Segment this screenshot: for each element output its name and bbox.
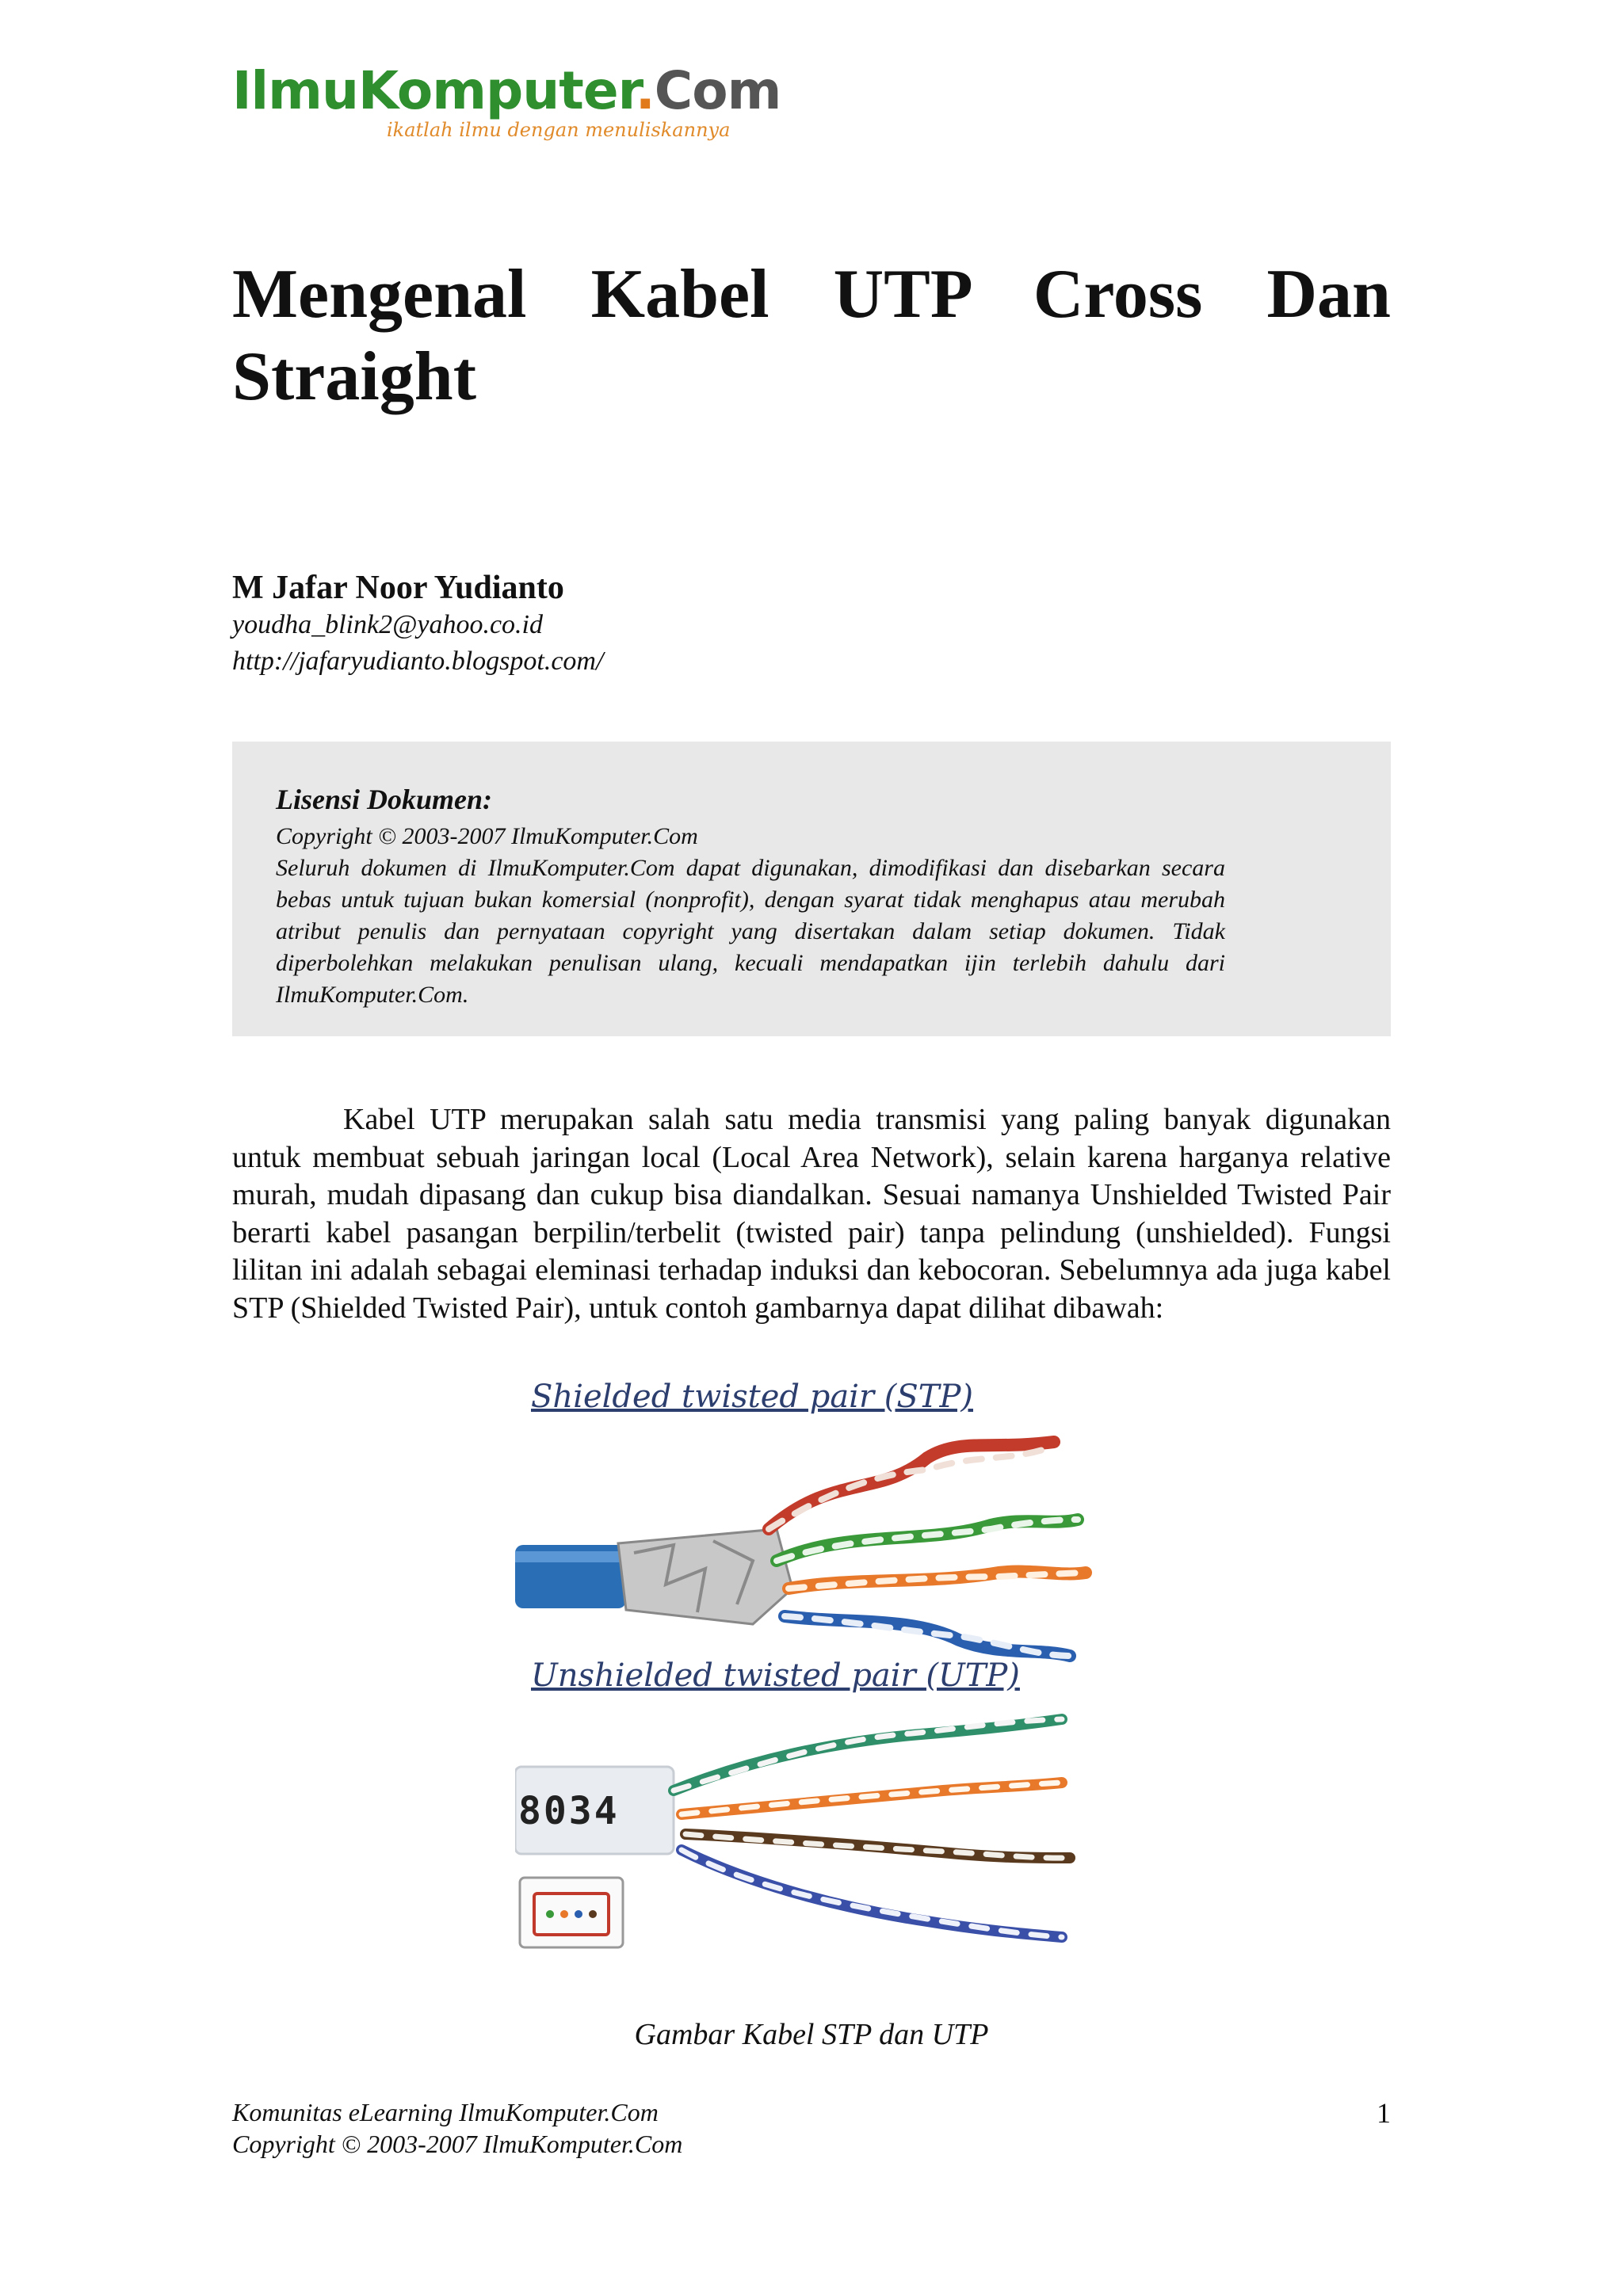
stp-pair-blue-white (785, 1616, 1070, 1656)
logo-part-com: Com (654, 60, 781, 121)
paragraph-text: Kabel UTP merupakan salah satu media transmisi yang paling banyak digunakan untuk membuat sebuah jaringan local (Local Area Network), selain karena harganya relative murah, mudah dipasang dan cukup bisa diandalkan. Sesuai namanya Unshielded Twisted Pair berarti kabel pasangan berpilin/terbelit (twisted pair) tanpa pelindung (unshielded). Fungsi lilitan ini adalah sebagai eleminasi terhadap induksi dan kebocoran. Sebelumnya ada juga kabel STP (Shielded Twisted Pair), untuk contoh gambarnya dapat dilihat dibawah: (232, 1103, 1391, 1325)
footer-copyright: Copyright © 2003-2007 IlmuKomputer.Com (232, 2130, 683, 2158)
license-heading: Lisensi Dokumen: (276, 784, 493, 815)
license-box (232, 742, 1391, 1036)
author-block (232, 569, 603, 680)
document-title: Mengenal Kabel UTP Cross Dan Straight (232, 256, 1391, 415)
utp-pair-blue-white (682, 1850, 1062, 1937)
rj45-pin-blue (575, 1910, 582, 1918)
cable-figure (515, 1379, 1102, 2012)
utp-label: Unshielded twisted pair (UTP) (531, 1657, 1020, 1694)
stp-jacket-highlight (515, 1551, 626, 1562)
rj45-pin-green (546, 1910, 554, 1918)
footer (232, 2096, 682, 2160)
site-logo (232, 60, 781, 141)
footer-community: Komunitas eLearning IlmuKomputer.Com (232, 2098, 659, 2126)
author-name: M Jafar Noor Yudianto (232, 570, 564, 606)
author-email: youdha_blink2@yahoo.co.id (232, 610, 543, 639)
logo-part-name: IlmuKomputer (232, 60, 636, 121)
stp-label: Shielded twisted pair (STP) (531, 1379, 974, 1415)
logo-tagline: ikatlah ilmu dengan menuliskannya (387, 119, 731, 141)
author-url: http://jafaryudianto.blogspot.com/ (232, 646, 604, 676)
figure-caption: Gambar Kabel STP dan UTP (634, 2018, 989, 2051)
page-number: 1 (1377, 2097, 1391, 2129)
stp-pair-green (777, 1520, 1078, 1561)
stp-cable-illustration (515, 1426, 1102, 1672)
logo-wordmark (232, 60, 781, 121)
logo-part-dot: . (635, 60, 655, 121)
license-content (276, 783, 1225, 1011)
rj45-pin-brown (589, 1910, 597, 1918)
utp-pair-blue (682, 1850, 1062, 1937)
body-paragraph (232, 1101, 1391, 1327)
utp-cable-print: 8034 (518, 1789, 620, 1833)
license-body: Seluruh dokumen di IlmuKomputer.Com dapat digunakan, dimodifikasi dan disebarkan secara bebas untuk tujuan bukan komersial (nonprofit), dengan syarat tidak menghapus atau merubah atribut penulis dan pernyataan copyright yang disertakan dalam setiap dokumen. Tidak diperbolehkan melakukan penulisan ulang, kecuali mendapatkan ijin terlebih dahulu dari IlmuKomputer.Com. (276, 855, 1225, 1008)
rj45-pin-orange (560, 1910, 568, 1918)
utp-pair-green (674, 1719, 1062, 1791)
license-copyright: Copyright © 2003-2007 IlmuKomputer.Com (276, 823, 698, 849)
